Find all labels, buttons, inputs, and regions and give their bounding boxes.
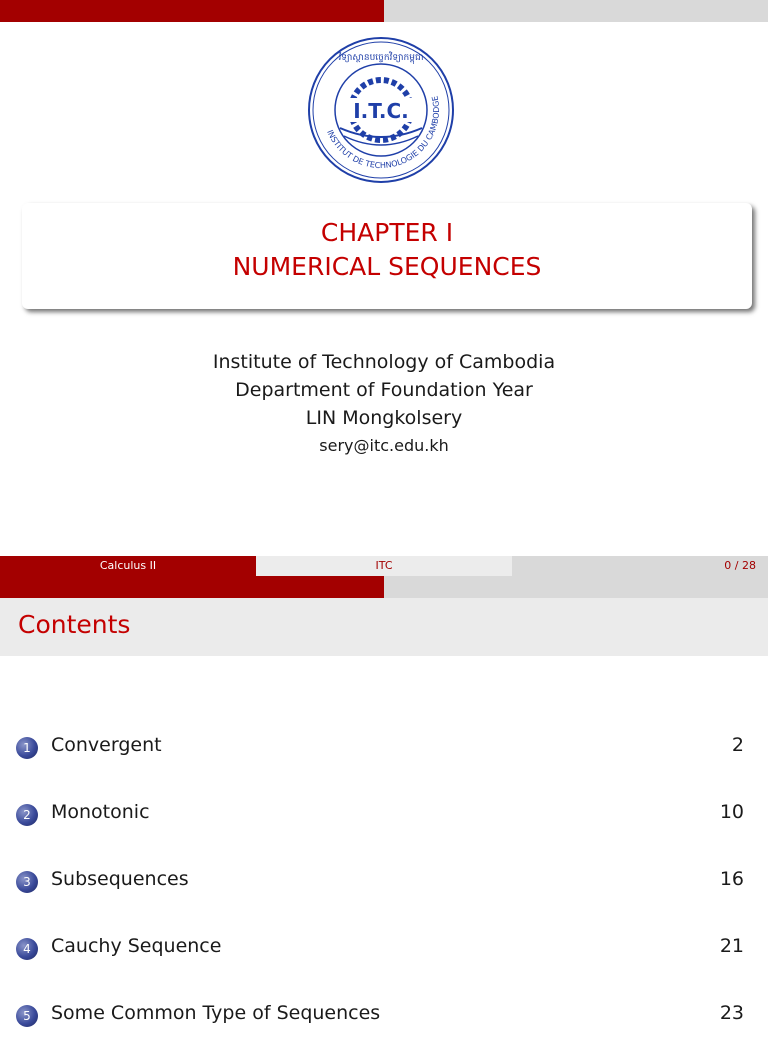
toc-item-convergent[interactable] [0, 726, 768, 793]
itc-logo [306, 36, 456, 184]
toc-item-common-sequences[interactable] [0, 994, 768, 1061]
author-department: Department of Foundation Year [235, 379, 533, 401]
toc-label[interactable]: Monotonic [51, 801, 150, 823]
section-number-ball: 3 [16, 871, 38, 893]
toc-item-subsequences[interactable] [0, 860, 768, 927]
header-bar-red [0, 0, 384, 22]
toc-item-cauchy-sequence[interactable] [0, 927, 768, 994]
logo-ring-text: INSTITUT DE TECHNOLOGIE DU CAMBODGE [325, 95, 442, 171]
contents-title: Contents [18, 610, 131, 639]
author-block [0, 348, 768, 460]
toc-label[interactable]: Convergent [51, 734, 162, 756]
author-email: sery@itc.edu.kh [319, 436, 449, 455]
section-number-ball: 4 [16, 938, 38, 960]
toc-item-monotonic[interactable] [0, 793, 768, 860]
header-bar [0, 0, 768, 22]
toc-label[interactable]: Some Common Type of Sequences [51, 1002, 381, 1024]
section-number-ball: 5 [16, 1005, 38, 1027]
toc-label[interactable]: Subsequences [51, 868, 189, 890]
toc-page: 10 [719, 801, 744, 823]
logo-center-text: I.T.C. [353, 99, 409, 123]
author-name: LIN Mongkolsery [305, 407, 463, 429]
toc-page: 16 [719, 868, 744, 890]
footer-page-text: 0 / 28 [724, 559, 756, 572]
header-bar [0, 576, 768, 598]
section-number-ball: 1 [16, 737, 38, 759]
toc-page: 21 [719, 935, 744, 957]
chapter-title: CHAPTER I [320, 218, 454, 247]
table-of-contents [0, 726, 768, 1061]
footer-institute: ITC [256, 556, 512, 576]
header-bar-grey [384, 0, 768, 22]
header-bar-grey [384, 576, 768, 598]
section-number-ball: 2 [16, 804, 38, 826]
logo-khmer-text: វិទ្យាស្ថានបច្ចេកវិទ្យាកម្ពុជា [338, 53, 424, 63]
frame-title-bar [0, 598, 768, 656]
author-institute: Institute of Technology of Cambodia [212, 351, 556, 373]
header-bar-red [0, 576, 384, 598]
toc-page: 2 [731, 734, 744, 756]
footer-course: Calculus II [0, 556, 256, 576]
toc-page: 23 [719, 1002, 744, 1024]
title-block [22, 203, 752, 309]
footer-page-number [512, 556, 768, 576]
footer-bar [0, 556, 768, 576]
toc-label[interactable]: Cauchy Sequence [51, 935, 222, 957]
contents-slide [0, 576, 768, 1024]
chapter-subtitle: NUMERICAL SEQUENCES [232, 252, 542, 281]
